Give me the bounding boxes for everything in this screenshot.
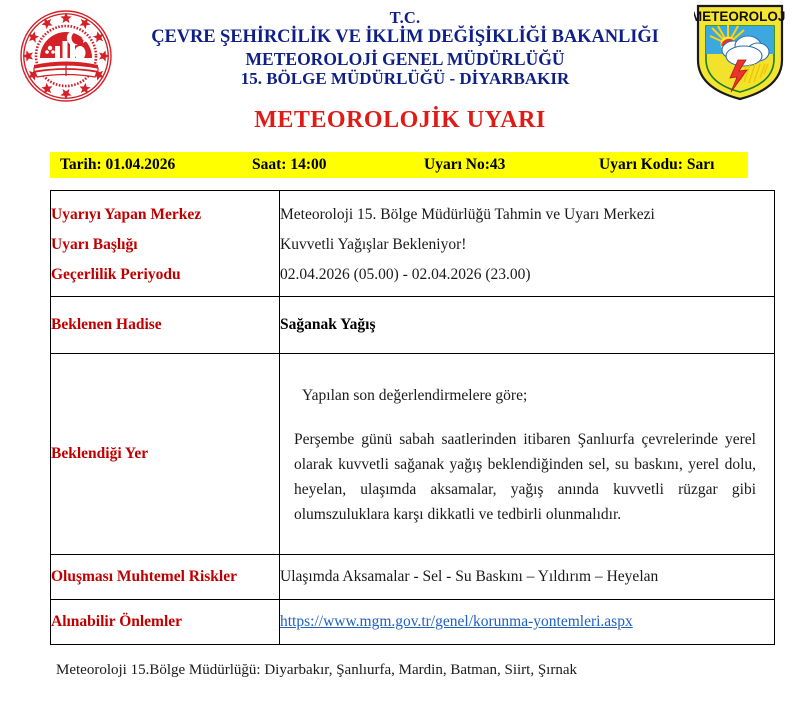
info-values-cell (280, 191, 775, 297)
value-possible-measures-cell (280, 600, 775, 645)
table-row-place (51, 354, 775, 555)
warning-number: Uyarı No:43 (424, 156, 506, 173)
value-possible-risks: Ulaşımda Aksamalar - Sel - Su Baskını – Yıldırım – Heyelan (280, 555, 775, 600)
warning-time: Saat: 14:00 (252, 156, 327, 173)
footer-coverage-note: Meteoroloji 15.Bölge Müdürlüğü: Diyarbakır, Şanlıurfa, Mardin, Batman, Siirt, Şırnak (56, 662, 577, 678)
svg-text:METEOROLOJİ: METEOROLOJİ (694, 9, 786, 24)
table-row-risks (51, 555, 775, 600)
warning-code: Uyarı Kodu: Sarı (599, 156, 715, 173)
page-title: METEOROLOJİK UYARI (254, 107, 546, 133)
value-expected-location-cell (280, 354, 775, 555)
place-intro-text: Yapılan son değerlendirmelere göre; (302, 386, 528, 404)
table-row-measures (51, 600, 775, 645)
value-validity-period: 02.04.2026 (05.00) - 02.04.2026 (23.00) (280, 266, 531, 284)
measures-link[interactable]: https://www.mgm.gov.tr/genel/korunma-yontemleri.aspx (280, 612, 633, 630)
table-row-event (51, 297, 775, 354)
label-warning-heading: Uyarı Başlığı (51, 236, 138, 254)
label-issuing-center: Uyarıyı Yapan Merkez (51, 206, 202, 223)
header-line-region: 15. BÖLGE MÜDÜRLÜĞÜ - DİYARBAKIR (240, 68, 570, 88)
info-labels-cell (51, 191, 280, 297)
value-warning-heading: Kuvvetli Yağışlar Bekleniyor! (280, 236, 467, 254)
meteorology-logo (694, 2, 786, 102)
header-title-block (120, 8, 690, 89)
value-expected-event: Sağanak Yağış (280, 297, 775, 354)
label-expected-event: Beklenen Hadise (51, 297, 280, 354)
header-line-ministry: ÇEVRE ŞEHİRCİLİK VE İKLİM DEĞİŞİKLİĞİ BAKANLIĞI (151, 27, 659, 48)
warning-date: Tarih: 01.04.2026 (60, 156, 176, 173)
warning-meta-bar (50, 152, 748, 178)
value-issuing-center: Meteoroloji 15. Bölge Müdürlüğü Tahmin ve Uyarı Merkezi (280, 206, 655, 223)
label-expected-location: Beklendiği Yer (51, 354, 280, 555)
document-header (0, 0, 800, 105)
header-line-tc: T.C. (389, 8, 421, 27)
header-line-directorate: METEOROLOJİ GENEL MÜDÜRLÜĞÜ (245, 48, 565, 69)
ministry-emblem (16, 6, 116, 106)
label-possible-risks: Oluşması Muhtemel Riskler (51, 555, 280, 600)
label-possible-measures: Alınabilir Önlemler (51, 600, 280, 645)
label-validity-period: Geçerlilik Periyodu (51, 266, 181, 284)
table-row-info (51, 191, 775, 297)
warning-table (50, 190, 775, 645)
place-paragraph-text: Perşembe günü sabah saatlerinden itibaren Şanlıurfa çevrelerinde yerel olarak kuvvetli sağanak yağış beklendiğinden sel, su baskını, yerel dolu, heyelan, ulaşımda aksamalar, yağış anında kuvvetli rüzgar gibi olumszuluklara karşı dikkatli ve tedbirli olunmalıdır. (294, 430, 756, 524)
